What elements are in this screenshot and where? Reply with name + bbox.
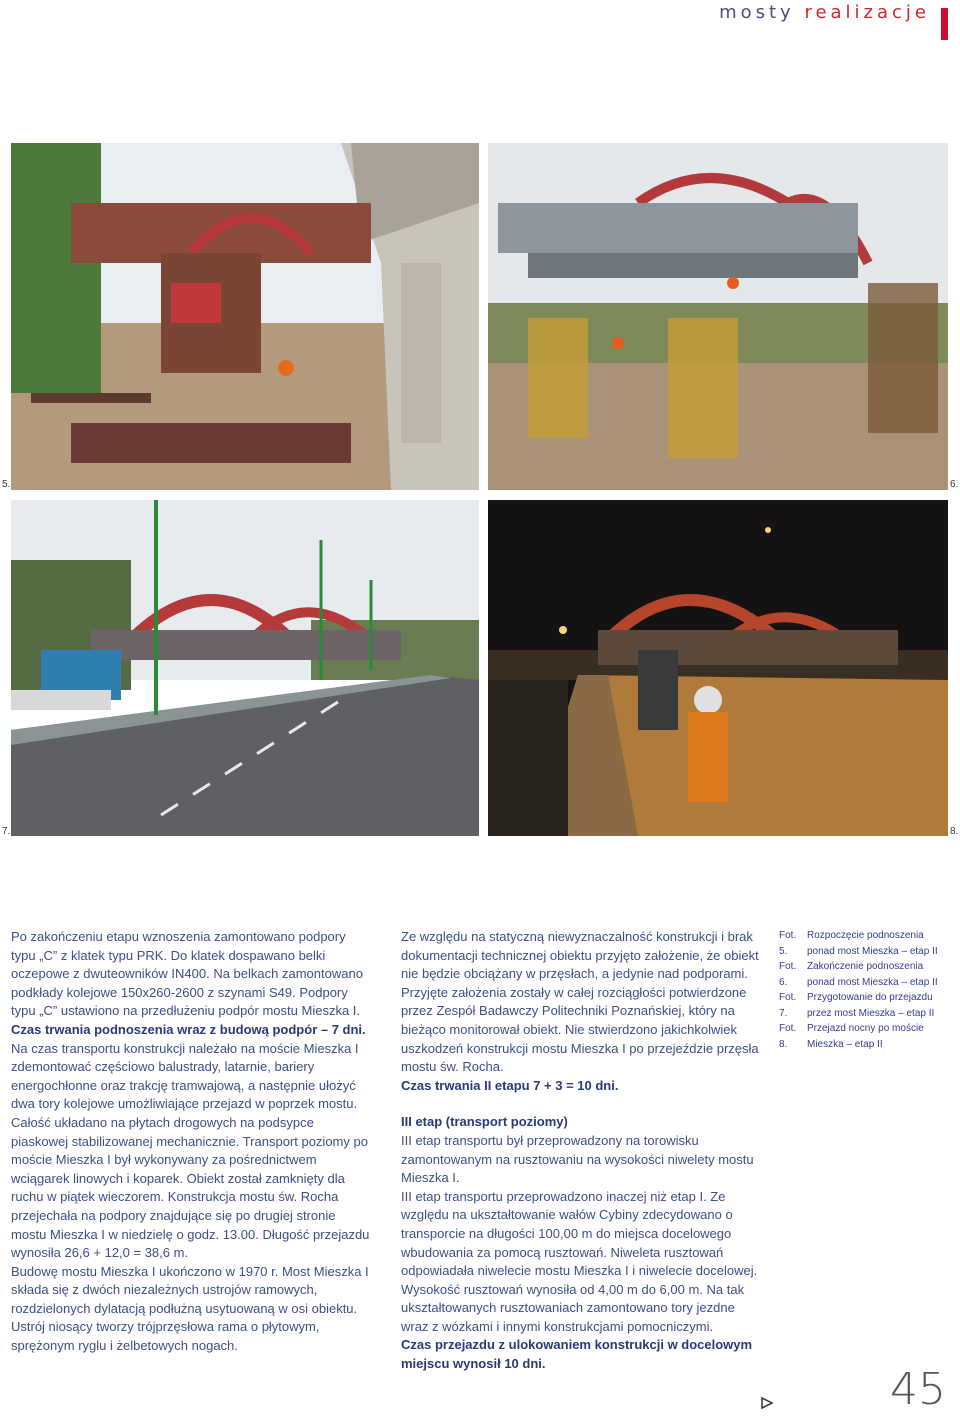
- photo-6: [488, 143, 948, 490]
- end-arrow-icon: [760, 1396, 774, 1410]
- figure-number-7: 7.: [2, 826, 11, 837]
- photo-8: [488, 500, 948, 836]
- figure-number-8: 8.: [950, 826, 959, 837]
- caption-number: Fot. 6.: [779, 961, 797, 988]
- page-number: 45: [890, 1364, 946, 1415]
- photo-7: [11, 500, 479, 836]
- caption-fot-6: [779, 959, 949, 990]
- caption-fot-5: [779, 928, 949, 959]
- caption-number: Fot. 8.: [779, 1023, 797, 1050]
- left-text-column: [11, 928, 371, 1356]
- paragraph-spacer: [401, 1095, 759, 1113]
- middle-bold-transport-time: Czas przejazdu z ulokowaniem konstrukcji w docelowym miejscu wynosił 10 dni.: [401, 1337, 753, 1372]
- middle-bold-duration: Czas trwania II etapu 7 + 3 = 10 dni.: [401, 1077, 619, 1093]
- photo-5: [11, 143, 479, 490]
- caption-text: Przejazd nocny po moście Mieszka – etap II: [807, 1023, 924, 1050]
- section-title-part1: mosty: [719, 2, 795, 23]
- left-paragraph-2: Na czas transportu konstrukcji należało na moście Mieszka I zdemontować częściowo balustrady, latarnie, bariery energochłonne oraz trakcję tramwajową, a następnie ułożyć dwa tory kolejowe umożliwiające przejazd w poprzek mostu. Całość układano na płytach drogowych na podsypce piaskowej stabilizowanej mechanicznie. Transport poziomy po moście Mieszka I był wykonywany za pośrednictwem wciągarek linowych i koparek. Obiekt został zamknięty dla ruchu w piątek wieczorem. Konstrukcja mostu św. Rocha przejechała na podpory znajdujące się po drugiej stronie mostu Mieszka I w niedzielę o godz. 13.00. Długość przejazdu wynosiła 26,6 + 12,0 = 38,6 m.: [11, 1040, 370, 1261]
- caption-number: Fot. 5.: [779, 930, 797, 957]
- middle-text-column: [401, 928, 759, 1374]
- page-header: [0, 0, 960, 40]
- left-paragraph-1: Po zakończeniu etapu wznoszenia zamontowano podpory typu „C” z klatek typu PRK. Do klatek dospawano belki oczepowe z dwuteowników IN400. Na belkach zamontowano podkłady kolejowe 150x260-2600 z szynami S49. Podpory typu „C” ustawiono na przedłużeniu podpór mostu Mieszka I.: [11, 929, 363, 1019]
- middle-paragraph-4: III etap transportu przeprowadzono inaczej niż etap I. Ze względu na ukształtowanie wałów Cybiny zdecydowano o transporcie na długości 100,00 m do miejsca docelowego wbudowania za pomocą rusztowań. Niweleta rusztowań odpowiadała niwelecie mostu Mieszka I i niwelecie docelowej. Wysokość rusztowań wynosiła od 4,00 m do 6,00 m. Na tak ukształtowanych rusztowaniach zamontowano tory jezdne wraz z wózkami i innymi konstrukcjami pomocniczymi.: [401, 1188, 758, 1334]
- section-heading-stage-3: III etap (transport poziomy): [401, 1114, 568, 1130]
- photo-captions: [779, 928, 949, 1052]
- section-title: [719, 2, 930, 23]
- figure-number-6: 6.: [950, 479, 959, 490]
- figure-number-5: 5.: [2, 479, 11, 490]
- left-bold-duration: Czas trwania podnoszenia wraz z budową podpór – 7 dni.: [11, 1021, 366, 1037]
- caption-text: Przygotowanie do przejazdu przez most Mieszka – etap II: [807, 992, 935, 1019]
- caption-fot-8: [779, 1021, 949, 1052]
- middle-paragraph-2: Przyjęte założenia zostały w całej rozciągłości potwierdzone przez Zespół Badawczy Politechniki Poznańskiej, który na bieżąco monitorował obiekt. Nie stwierdzono jakichkolwiek uszkodzeń konstrukcji mostu Mieszka I po przejeździe przęsła mostu św. Rocha.: [401, 984, 759, 1075]
- section-title-part2: realizacje: [804, 2, 930, 23]
- left-paragraph-3: Budowę mostu Mieszka I ukończono w 1970 r. Most Mieszka I składa się z dwóch niezależnych ustrojów ramowych, rozdzielonych dylatacją podłużną usytuowaną w osi obiektu. Ustrój niosący tworzy trójprzęsłowa rama o płytowym, sprężonym ryglu i żelbetowych nogach.: [11, 1263, 369, 1354]
- header-accent-bar: [941, 8, 948, 40]
- caption-number: Fot. 7.: [779, 992, 797, 1019]
- caption-fot-7: [779, 990, 949, 1021]
- caption-text: Rozpoczęcie podnoszenia ponad most Mieszka – etap II: [807, 930, 938, 957]
- middle-paragraph-1: Ze względu na statyczną niewyznaczalność konstrukcji i brak dokumentacji technicznej obiektu przyjęto założenie, że obiekt nie będzie obciążany w przęsłach, a jedynie nad podporami.: [401, 929, 759, 982]
- caption-text: Zakończenie podnoszenia ponad most Mieszka – etap II: [807, 961, 938, 988]
- middle-paragraph-3: III etap transportu był przeprowadzony na torowisku zamontowanym na rusztowaniu na wysokości niwelety mostu Mieszka I.: [401, 1132, 754, 1186]
